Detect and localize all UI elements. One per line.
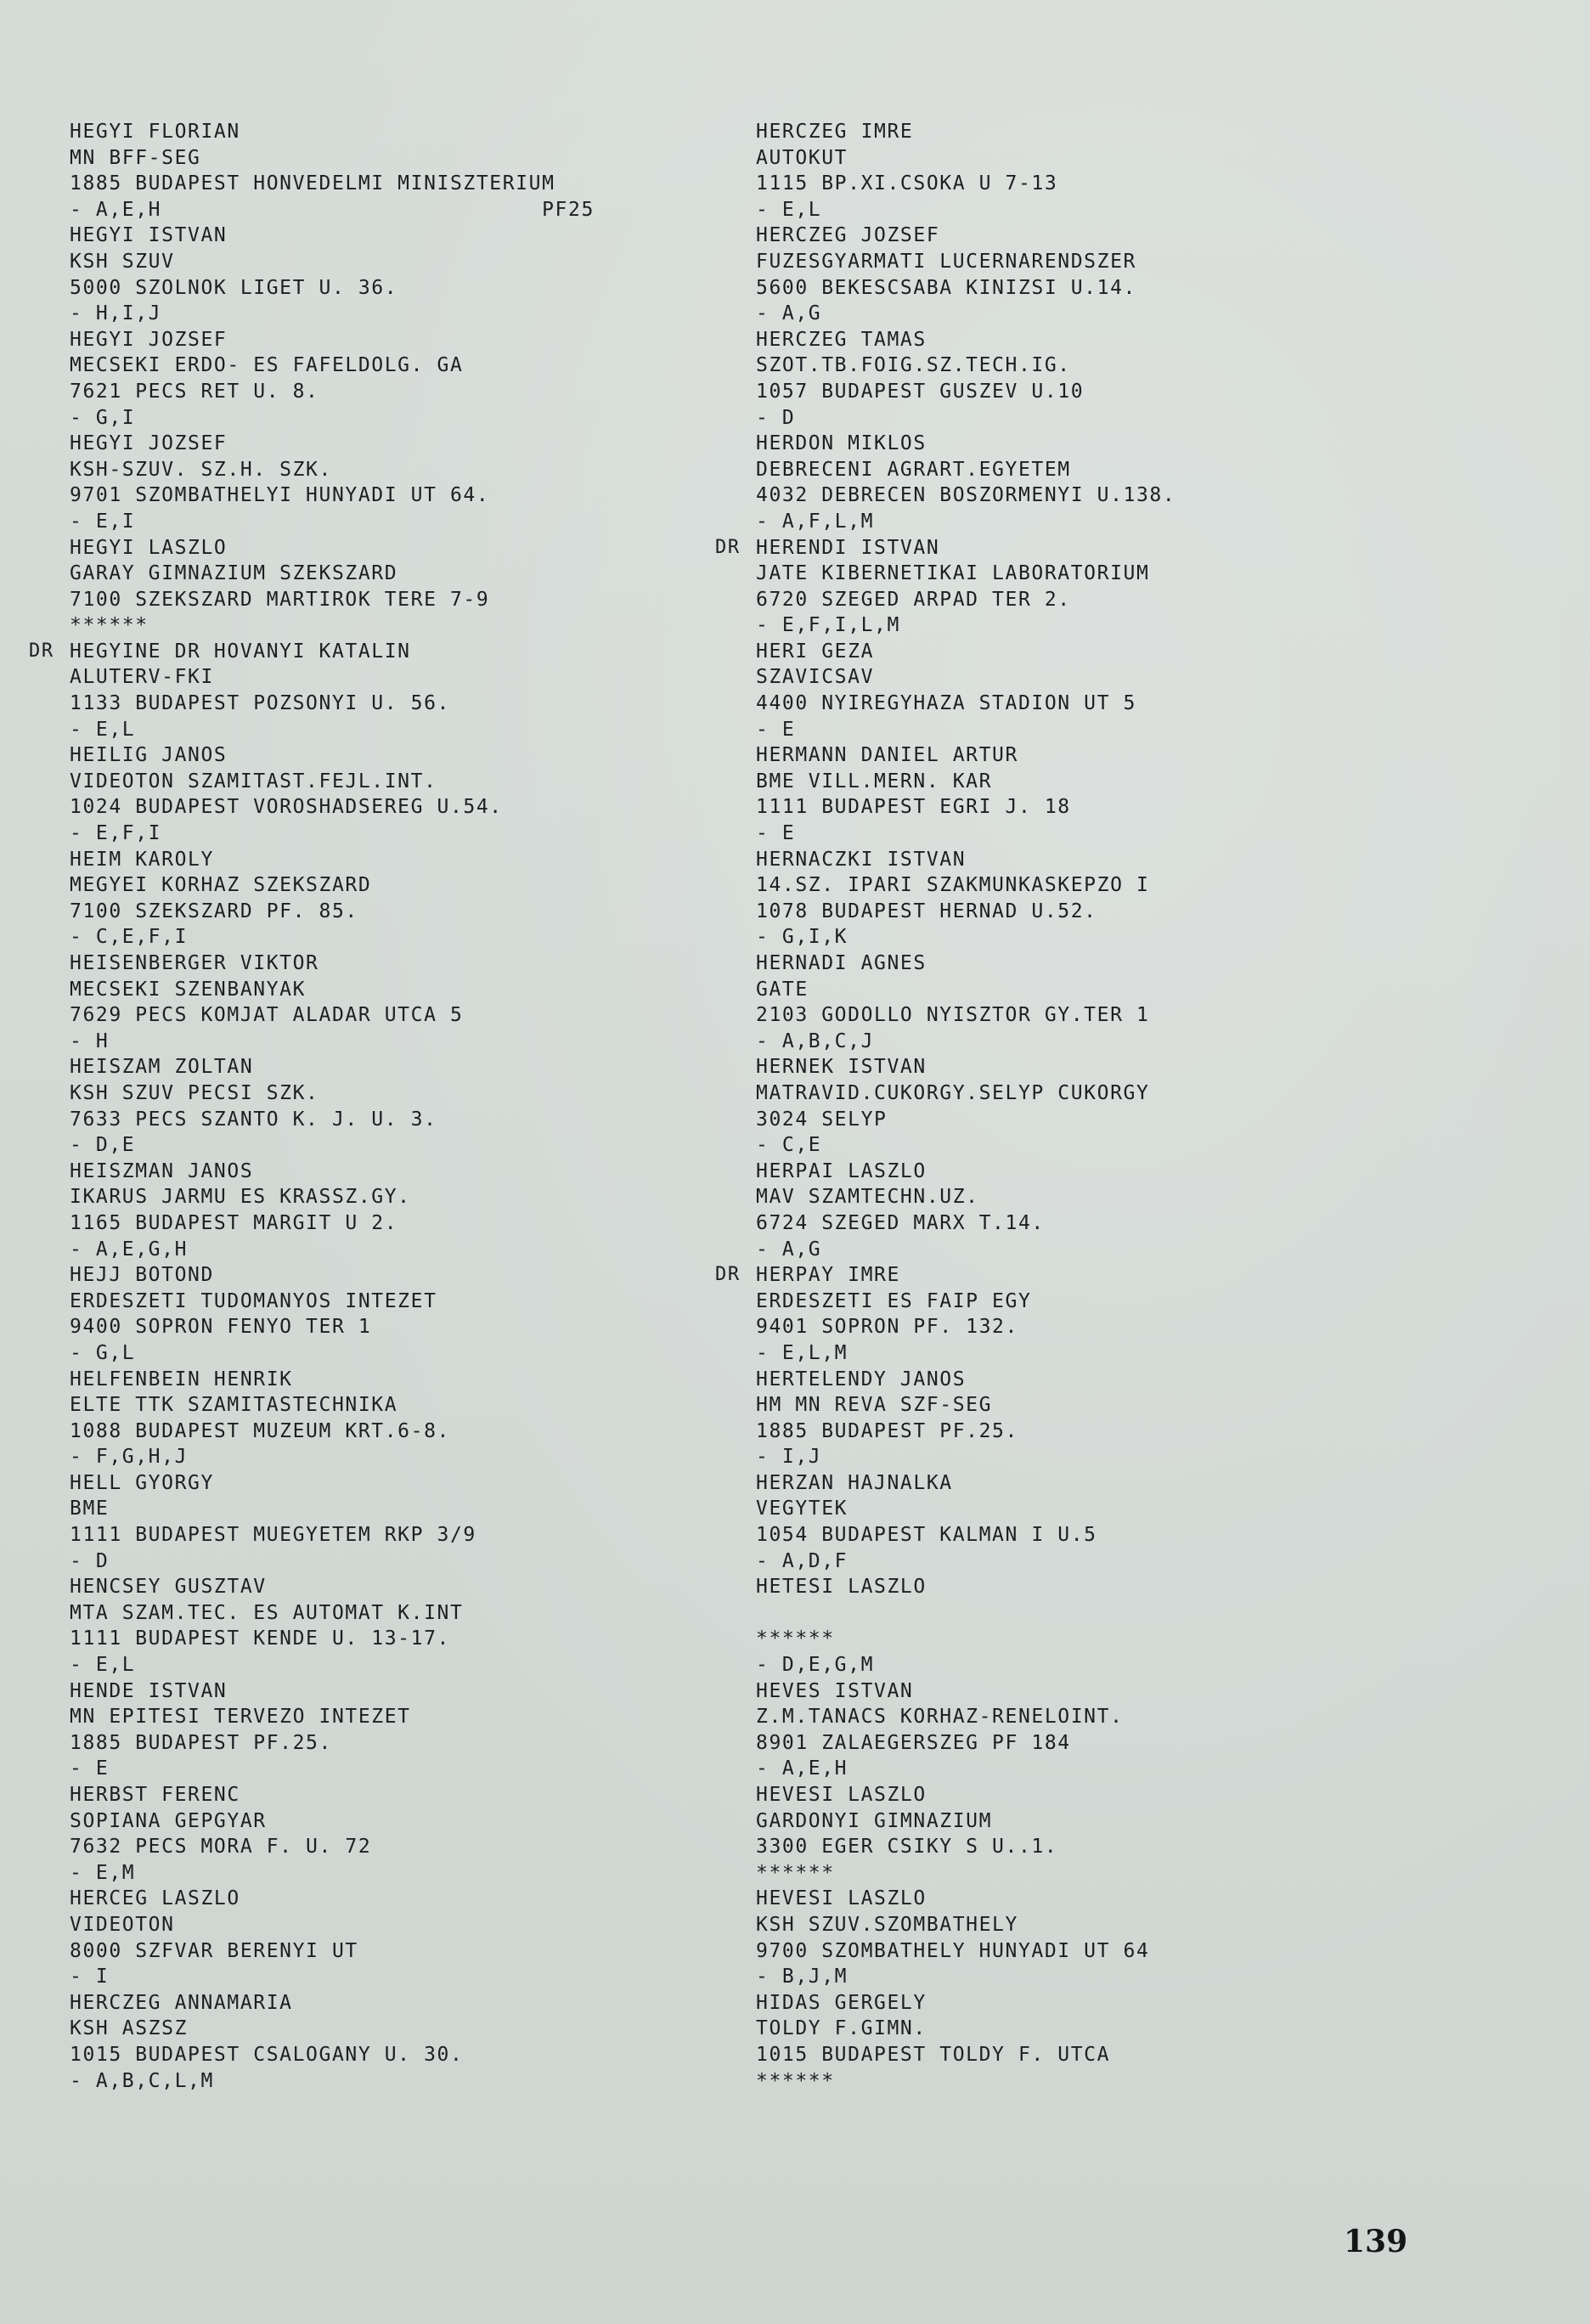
entry-organization: Z.M.TANACS KORHAZ-RENELOINT. (756, 1706, 1124, 1729)
entry-name: HERMANN DANIEL ARTUR (756, 744, 1018, 767)
entry-organization: VIDEOTON (70, 1913, 175, 1936)
title-prefix: DR (715, 536, 741, 558)
entry-name: HENCSEY GUSZTAV (70, 1576, 267, 1599)
directory-entry (70, 1367, 715, 1470)
directory-entry (70, 327, 715, 431)
entry-address: 1078 BUDAPEST HERNAD U.52. (756, 900, 1097, 922)
entry-address: 9401 SOPRON PF. 132. (756, 1316, 1018, 1339)
entry-organization: MECSEKI SZENBANYAK (70, 978, 307, 1001)
entry-address: 7632 PECS MORA F. U. 72 (70, 1836, 372, 1859)
entry-name: HERCZEG ANNAMARIA (70, 1991, 293, 2014)
directory-entry (756, 639, 1401, 742)
entry-address: 9701 SZOMBATHELYI HUNYADI UT 64. (70, 484, 490, 507)
entry-name: HERPAI LASZLO (756, 1159, 927, 1182)
directory-entry (70, 742, 715, 846)
entry-codes: - A,E,H (756, 1757, 849, 1780)
entry-name: HEGYINE DR HOVANYI KATALIN (70, 640, 411, 663)
entry-organization: KSH ASZSZ (70, 2017, 189, 2040)
entry-name: HERTELENDY JANOS (756, 1368, 967, 1390)
directory-entry (756, 950, 1401, 1054)
entry-organization: MEGYEI KORHAZ SZEKSZARD (70, 874, 372, 897)
directory-entry (70, 1159, 715, 1262)
entry-name: HEVES ISTVAN (756, 1679, 914, 1702)
entry-address: 9400 SOPRON FENYO TER 1 (70, 1316, 372, 1339)
directory-entry (756, 119, 1401, 223)
entry-codes: - E (756, 822, 796, 845)
directory-entry (70, 950, 715, 1054)
entry-address: 7629 PECS KOMJAT ALADAR UTCA 5 (70, 1004, 464, 1027)
directory-entry (70, 1054, 715, 1158)
entry-address: 3300 EGER CSIKY S U..1. (756, 1836, 1058, 1859)
directory-entry (756, 223, 1401, 326)
entry-address: 1111 BUDAPEST EGRI J. 18 (756, 796, 1071, 819)
entry-address: 7633 PECS SZANTO K. J. U. 3. (70, 1108, 437, 1131)
entry-address: 1015 BUDAPEST TOLDY F. UTCA (756, 2043, 1111, 2066)
entry-address: 7621 PECS RET U. 8. (70, 380, 319, 403)
entry-codes: - H,I,J (70, 302, 162, 325)
entry-codes: - D,E (70, 1134, 136, 1157)
directory-entry (756, 431, 1401, 534)
entry-address: 3024 SELYP (756, 1108, 888, 1131)
entry-codes: - A,E,H PF25 (70, 198, 595, 221)
entry-organization: MECSEKI ERDO- ES FAFELDOLG. GA (70, 354, 464, 377)
directory-entry (70, 1678, 715, 1782)
directory-entry (715, 535, 1401, 639)
entry-organization: KSH SZUV.SZOMBATHELY (756, 1913, 1018, 1936)
entry-address: 1885 BUDAPEST PF.25. (70, 1731, 332, 1754)
entry-address: 4400 NYIREGYHAZA STADION UT 5 (756, 692, 1136, 715)
entry-address: 7100 SZEKSZARD PF. 85. (70, 900, 358, 922)
entry-address: 1111 BUDAPEST KENDE U. 13-17. (70, 1627, 450, 1650)
directory-entry (70, 119, 715, 223)
entry-codes: - A,G (756, 302, 822, 325)
directory-entry (756, 1886, 1401, 1989)
entry-codes: - C,E (756, 1134, 822, 1157)
entry-codes: - A,B,C,J (756, 1029, 875, 1052)
entry-organization: ERDESZETI ES FAIP EGY (756, 1289, 1032, 1312)
entry-organization: MN EPITESI TERVEZO INTEZET (70, 1706, 411, 1729)
entry-address: 6724 SZEGED MARX T.14. (756, 1211, 1045, 1234)
entry-address: 1885 BUDAPEST HONVEDELMI MINISZTERIUM (70, 172, 555, 195)
entry-address: 1015 BUDAPEST CSALOGANY U. 30. (70, 2043, 464, 2066)
entry-organization: MAV SZAMTECHN.UZ. (756, 1186, 979, 1209)
entry-codes: - A,E,G,H (70, 1238, 189, 1261)
entry-name: HERCZEG JOZSEF (756, 224, 940, 247)
entry-codes: ****** (70, 614, 149, 637)
entry-name: HEJJ BOTOND (70, 1264, 214, 1287)
entry-codes: ****** (756, 1861, 835, 1884)
entry-name: HEISZMAN JANOS (70, 1159, 254, 1182)
entry-name: HERPAY IMRE (756, 1264, 900, 1287)
entry-organization: KSH-SZUV. SZ.H. SZK. (70, 458, 332, 481)
title-prefix: DR (715, 1264, 741, 1286)
entry-organization: VIDEOTON SZAMITAST.FEJL.INT. (70, 770, 437, 793)
entry-codes: - A,G (756, 1238, 822, 1261)
entry-name: HEIM KAROLY (70, 848, 214, 871)
entry-codes: - D (756, 406, 796, 429)
entry-codes: - E,M (70, 1861, 136, 1884)
entry-organization: KSH SZUV (70, 250, 175, 273)
directory-entry (756, 1782, 1401, 1886)
entry-address: 8901 ZALAEGERSZEG PF 184 (756, 1731, 1071, 1754)
entry-organization: ELTE TTK SZAMITASTECHNIKA (70, 1394, 398, 1417)
directory-entry (70, 1990, 715, 2094)
entry-name: HERNADI AGNES (756, 952, 927, 974)
directory-entry (756, 1054, 1401, 1158)
entry-codes: - A,D,F (756, 1549, 849, 1572)
entry-name: HERCZEG TAMAS (756, 328, 927, 351)
directory-entry (70, 535, 715, 639)
entry-codes: - C,E,F,I (70, 926, 189, 949)
entry-codes: - H (70, 1029, 110, 1052)
entry-name: HEGYI LASZLO (70, 536, 228, 559)
entry-name: HEILIG JANOS (70, 744, 228, 767)
entry-name: HIDAS GERGELY (756, 1991, 927, 2014)
entry-name: HERENDI ISTVAN (756, 536, 940, 559)
entry-organization: GARAY GIMNAZIUM SZEKSZARD (70, 562, 398, 585)
entry-address: 1111 BUDAPEST MUEGYETEM RKP 3/9 (70, 1524, 476, 1547)
entry-codes: - D,E,G,M (756, 1654, 875, 1677)
directory-entry (756, 1159, 1401, 1262)
entry-address: 4032 DEBRECEN BOSZORMENYI U.138. (756, 484, 1176, 507)
entry-organization: BME (70, 1498, 110, 1520)
entry-organization: SZAVICSAV (756, 666, 875, 689)
entry-name: HERZAN HAJNALKA (756, 1471, 953, 1494)
entry-codes: - G,I (70, 406, 136, 429)
entry-name: HEGYI ISTVAN (70, 224, 228, 247)
entry-organization: MN BFF-SEG (70, 146, 201, 169)
directory-entry (756, 1990, 1401, 2094)
entry-organization: TOLDY F.GIMN. (756, 2017, 927, 2040)
entry-organization: IKARUS JARMU ES KRASSZ.GY. (70, 1186, 411, 1209)
entry-organization: KSH SZUV PECSI SZK. (70, 1081, 319, 1104)
entry-organization: SOPIANA GEPGYAR (70, 1809, 267, 1832)
directory-entry (70, 223, 715, 326)
entry-address: 1885 BUDAPEST PF.25. (756, 1419, 1018, 1442)
entry-name: HERDON MIKLOS (756, 432, 927, 455)
entry-address: 6720 SZEGED ARPAD TER 2. (756, 588, 1071, 611)
entry-codes: - I,J (756, 1446, 822, 1469)
directory-entry (756, 1678, 1401, 1782)
entry-name: HEISENBERGER VIKTOR (70, 952, 319, 974)
entry-organization: GARDONYI GIMNAZIUM (756, 1809, 993, 1832)
entry-codes: - I (70, 1966, 110, 1988)
entry-organization: ALUTERV-FKI (70, 666, 214, 689)
directory-entry (756, 327, 1401, 431)
entry-name: HEVESI LASZLO (756, 1887, 927, 1910)
entry-name: HEGYI JOZSEF (70, 432, 228, 455)
entry-name: HERCEG LASZLO (70, 1887, 240, 1910)
entry-address: 1115 BP.XI.CSOKA U 7-13 (756, 172, 1058, 195)
entry-codes: - G,I,K (756, 926, 849, 949)
directory-entry (756, 1574, 1401, 1678)
entry-name: HERNEK ISTVAN (756, 1056, 927, 1079)
entry-name: HEGYI FLORIAN (70, 121, 240, 143)
entry-name: HEISZAM ZOLTAN (70, 1056, 254, 1079)
entry-organization: SZOT.TB.FOIG.SZ.TECH.IG. (756, 354, 1071, 377)
entry-name: HEGYI JOZSEF (70, 328, 228, 351)
entry-organization: 14.SZ. IPARI SZAKMUNKASKEPZO I (756, 874, 1150, 897)
page-number: 139 (1344, 2224, 1408, 2259)
entry-codes: - A,F,L,M (756, 510, 875, 533)
entry-codes: - E,I (70, 510, 136, 533)
entry-codes: - E,F,I,L,M (756, 614, 900, 637)
entry-codes: - A,B,C,L,M (70, 2069, 214, 2092)
directory-entry (715, 1262, 1401, 1366)
directory-entry (756, 1367, 1401, 1470)
directory-entry (70, 431, 715, 534)
entry-name: HERCZEG IMRE (756, 121, 914, 143)
directory-entry (756, 1470, 1401, 1574)
entry-name: HELL GYORGY (70, 1471, 214, 1494)
directory-entry (70, 1886, 715, 1989)
entry-codes: - E,L (70, 718, 136, 741)
entry-name: HERBST FERENC (70, 1784, 240, 1806)
entry-organization: BME VILL.MERN. KAR (756, 770, 993, 793)
entry-name: HEVESI LASZLO (756, 1784, 927, 1806)
entry-codes: - E,F,I (70, 822, 162, 845)
entry-address: 8000 SZFVAR BERENYI UT (70, 1939, 358, 1962)
left-column (29, 119, 715, 2094)
entry-codes: - E,L,M (756, 1341, 849, 1364)
entry-organization: MATRAVID.CUKORGY.SELYP CUKORGY (756, 1081, 1150, 1104)
entry-codes: - G,L (70, 1341, 136, 1364)
entry-name: HERNACZKI ISTVAN (756, 848, 967, 871)
directory-entry (70, 847, 715, 950)
entry-address: 7100 SZEKSZARD MARTIROK TERE 7-9 (70, 588, 490, 611)
entry-codes: - E,L (756, 198, 822, 221)
entry-organization: GATE (756, 978, 809, 1001)
entry-organization: DEBRECENI AGRART.EGYETEM (756, 458, 1071, 481)
entry-address: 1054 BUDAPEST KALMAN I U.5 (756, 1524, 1097, 1547)
entry-organization (756, 1600, 1401, 1627)
directory-entry (70, 1574, 715, 1678)
entry-organization: MTA SZAM.TEC. ES AUTOMAT K.INT (70, 1601, 464, 1624)
entry-address: 1024 BUDAPEST VOROSHADSEREG U.54. (70, 796, 503, 819)
entry-codes: - B,J,M (756, 1966, 849, 1988)
entry-codes: ****** (756, 2069, 835, 2092)
entry-address: 1057 BUDAPEST GUSZEV U.10 (756, 380, 1085, 403)
entry-address: 1088 BUDAPEST MUZEUM KRT.6-8. (70, 1419, 450, 1442)
directory-entry (70, 1782, 715, 1886)
directory-entry (756, 847, 1401, 950)
entry-address: 9700 SZOMBATHELY HUNYADI UT 64 (756, 1939, 1150, 1962)
entry-organization: AUTOKUT (756, 146, 849, 169)
entry-address: 5600 BEKESCSABA KINIZSI U.14. (756, 276, 1136, 299)
entry-codes: - F,G,H,J (70, 1446, 189, 1469)
entry-codes: - E (70, 1757, 110, 1780)
entry-organization: FUZESGYARMATI LUCERNARENDSZER (756, 250, 1136, 273)
entry-address: ****** (756, 1627, 835, 1650)
entry-name: HENDE ISTVAN (70, 1679, 228, 1702)
title-prefix: DR (29, 640, 54, 662)
entry-name: HETESI LASZLO (756, 1576, 927, 1599)
directory-entry (70, 1470, 715, 1574)
entry-organization: HM MN REVA SZF-SEG (756, 1394, 993, 1417)
entry-address: 1133 BUDAPEST POZSONYI U. 56. (70, 692, 450, 715)
entry-address: 1165 BUDAPEST MARGIT U 2. (70, 1211, 398, 1234)
entry-organization: JATE KIBERNETIKAI LABORATORIUM (756, 562, 1150, 585)
entry-address: 2103 GODOLLO NYISZTOR GY.TER 1 (756, 1004, 1150, 1027)
entry-name: HELFENBEIN HENRIK (70, 1368, 293, 1390)
directory-entry (70, 1262, 715, 1366)
directory-entry (29, 639, 715, 742)
entry-name: HERI GEZA (756, 640, 875, 663)
entry-address: 5000 SZOLNOK LIGET U. 36. (70, 276, 398, 299)
entry-organization: VEGYTEK (756, 1498, 849, 1520)
entry-codes: - E (756, 718, 796, 741)
entry-codes: - E,L (70, 1654, 136, 1677)
right-column (715, 119, 1401, 2094)
directory-entry (756, 742, 1401, 846)
entry-organization: ERDESZETI TUDOMANYOS INTEZET (70, 1289, 437, 1312)
entry-codes: - D (70, 1549, 110, 1572)
